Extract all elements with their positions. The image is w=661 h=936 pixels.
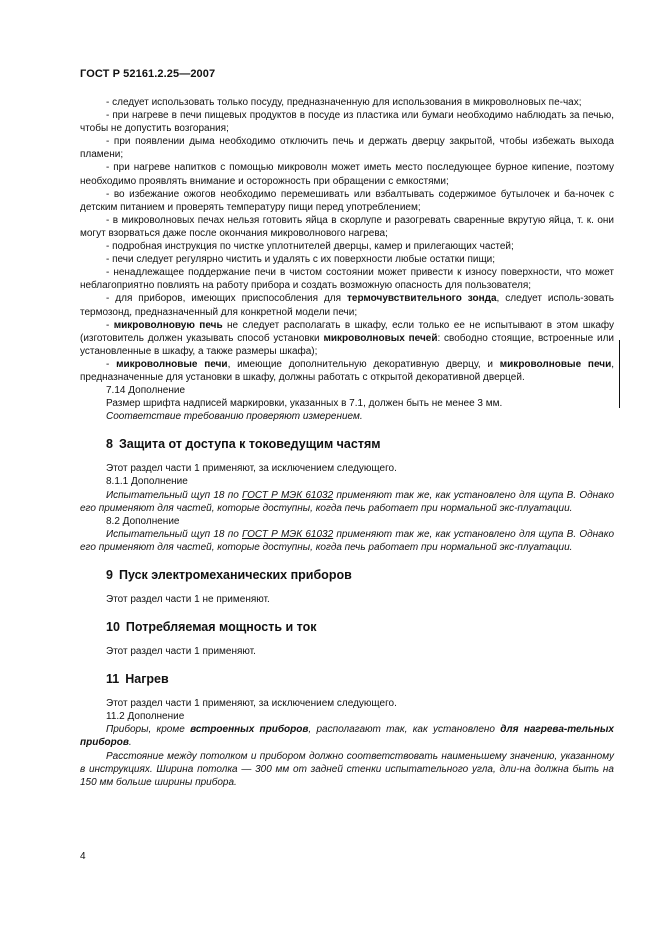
clause-text: Размер шрифта надписей маркировки, указанных в 7.1, должен быть не менее 3 мм. <box>106 398 503 410</box>
section-intro: Этот раздел части 1 применяют. <box>106 646 256 658</box>
defined-term: микроволновые печи <box>116 358 228 370</box>
test-method-text: Соответствие требованию проверяют измерением. <box>106 411 363 423</box>
list-item: - при нагреве в печи пищевых продуктов в посуде из пластика или бумаги необходимо наблюдать за печью, чтобы не допустить возгорания; <box>80 110 614 135</box>
defined-term: микроволновых печей <box>323 332 438 344</box>
defined-term: для нагрева-тельных приборов <box>80 724 614 749</box>
defined-term: встроенных приборов <box>190 724 309 736</box>
list-item: - во избежание ожогов необходимо перемешивать или взбалтывать содержимое бутылочек и ба-ночек с детским питанием и проверять температуру пищи перед употреблением; <box>80 188 614 213</box>
section-heading: 8 Защита от доступа к токоведущим частям <box>106 437 381 452</box>
clause-label: 8.1.1 Дополнение <box>106 476 188 488</box>
list-item: - подробная инструкция по чистке уплотнителей дверцы, камер и прилегающих частей; <box>106 241 514 253</box>
defined-term: термочувствительного зонда <box>346 293 497 305</box>
defined-term: микроволновые печи <box>499 358 612 370</box>
list-item: - микроволновую печь не следует располагать в шкафу, если только ее не испытывают в этом шкафу (изготовитель должен указывать способ установки микроволновых печей: свободно стоящие, встроенные или установленные в шкафу, а также размеры шкафа); <box>80 319 614 357</box>
section-heading: 10 Потребляемая мощность и ток <box>106 620 317 635</box>
standard-link[interactable]: ГОСТ Р МЭК 61032 <box>241 489 334 501</box>
page-content <box>80 96 614 789</box>
defined-term: микроволновую печь <box>113 319 223 331</box>
document-id-header: ГОСТ Р 52161.2.25—2007 <box>80 68 216 80</box>
list-item: - в микроволновых печах нельзя готовить яйца в скорлупе и разогревать сваренные вкрутую яйца, т. к. они могут взорваться даже после окончания микроволнового нагрева; <box>80 214 614 239</box>
section-heading: 11 Нагрев <box>106 672 169 687</box>
standard-link[interactable]: ГОСТ Р МЭК 61032 <box>241 528 334 540</box>
section-intro: Этот раздел части 1 применяют, за исключением следующего. <box>106 698 397 710</box>
section-intro: Этот раздел части 1 применяют, за исключением следующего. <box>106 463 397 475</box>
section-intro: Этот раздел части 1 не применяют. <box>106 594 270 605</box>
list-item: - при появлении дыма необходимо отключить печь и держать дверцу закрытой, чтобы избежать выхода пламени; <box>80 136 614 161</box>
list-item: - при нагреве напитков с помощью микроволн может иметь место последующее бурное кипение, поэтому необходимо проявлять внимание и осторожность при обращении с емкостями; <box>80 162 614 187</box>
test-method-text: Испытательный щуп 18 по ГОСТ Р МЭК 61032 применяют так же, как установлено для щупа В. Однако его применяют для частей, которые доступны, когда печь работает при нормальной экс-плуатации. <box>80 528 615 553</box>
list-item: - ненадлежащее поддержание печи в чистом состоянии может привести к износу поверхности, что может неблагоприятно повлиять на работу прибора и создать возможную опасность для пользователя; <box>80 267 614 292</box>
clause-text: Расстояние между потолком и прибором должно соответствовать наименьшему значению, указанному в инструкциях. Ширина потолка — 300 мм от задней стенки испытательного угла, дли-на должна быть на 150 мм больше ширины прибора. <box>80 750 614 788</box>
clause-label: 7.14 Дополнение <box>106 385 186 397</box>
clause-label: 11.2 Дополнение <box>106 711 185 723</box>
page-number: 4 <box>80 851 86 862</box>
list-item: - следует использовать только посуду, предназначенную для использования в микроволновых пе-чах; <box>106 97 582 108</box>
section-heading: 9 Пуск электромеханических приборов <box>106 568 352 582</box>
test-method-text: Испытательный щуп 18 по ГОСТ Р МЭК 61032 применяют так же, как установлено для щупа В. Однако его применяют для частей, которые доступны, когда печь работает при нормальной экс-плуатации. <box>80 489 615 514</box>
list-item: - печи следует регулярно чистить и удалять с их поверхности любые остатки пищи; <box>106 254 496 266</box>
clause-text: Приборы, кроме встроенных приборов, располагают так, как установлено для нагрева-тельных приборов. <box>80 724 614 749</box>
list-item: - для приборов, имеющих приспособления для термочувствительного зонда, следует исполь-зовать термозонд, предназначенный для конкретной модели печи; <box>80 293 615 318</box>
revision-bar <box>619 340 620 408</box>
list-item: - микроволновые печи, имеющие дополнительную декоративную дверцу, и микроволновые печи, предназначенные для установки в шкафу, должны работать с открытой декоративной дверцей. <box>80 358 615 383</box>
clause-label: 8.2 Дополнение <box>106 515 180 527</box>
